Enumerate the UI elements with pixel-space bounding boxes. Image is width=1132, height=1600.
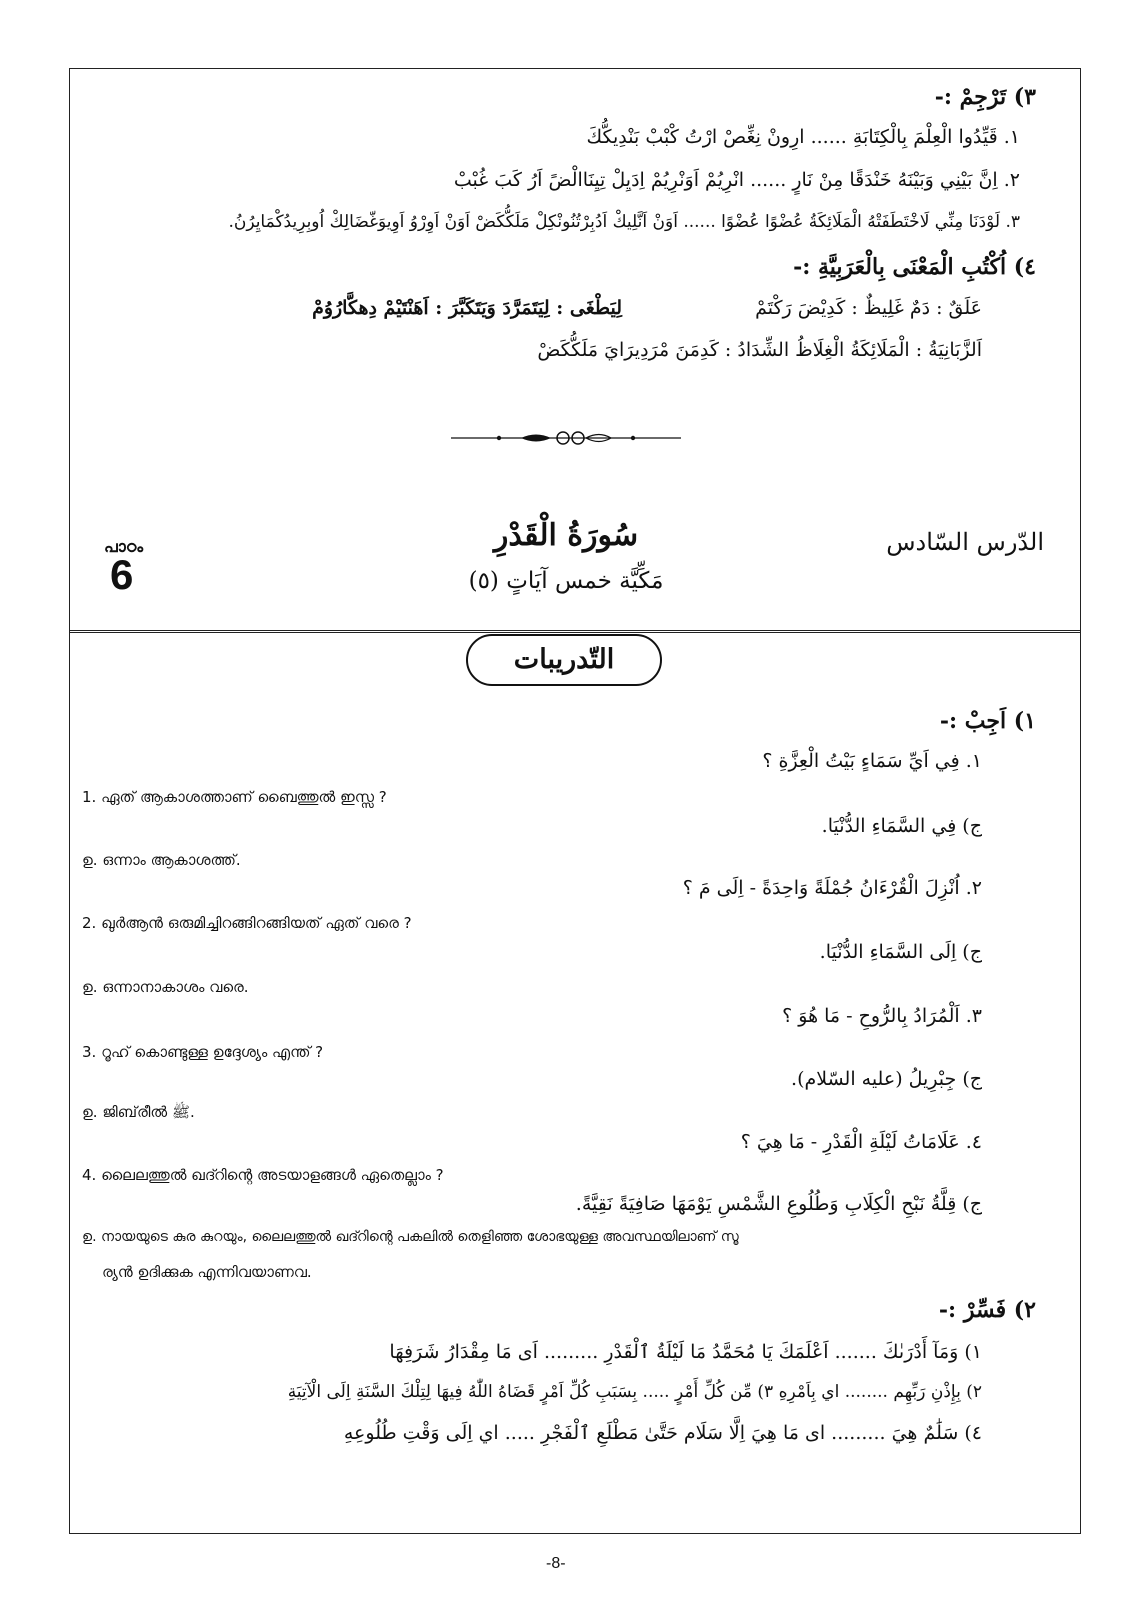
section-divider [69,630,1081,633]
a1-ar: ج) فِي السَّمَاءِ الدُّنْيَا. [821,815,982,837]
q3-ml: 3. റൂഹ് കൊണ്ടുള്ള ഉദ്ദേശ്യം എന്ത് ? [82,1043,324,1061]
tarjim-item-1: ١. قَيِّدُوا الْعِلْمَ بِالْكِتَابَةِ ...... ارِونْ نِغِّصْ ارْتُ كْبْبْ بَنْدِيكُّكَ [586,126,1020,148]
q1-ar: ١. فِي اَيِّ سَمَاءٍ بَيْتُ الْعِزَّةِ ؟ [762,750,982,772]
q2-ar: ٢. اُنْزِلَ الْقُرْءَانُ جُمْلَةً وَاحِدَةً - اِلَى مَ ؟ [682,877,982,899]
uktub-row1-a: عَلَقٌ : دَمٌ غَلِيظٌ : كَدِيْضَ رَكْتَمْ [755,297,982,319]
exercises-heading: التّدريبات [466,634,662,686]
surah-subtitle: مَكِّيَّة خمس آيَاتٍ (٥) [468,568,664,594]
a2-ar: ج) اِلَى السَّمَاءِ الدُّنْيَا. [819,941,982,963]
tarjim-heading: ٣) تَرْجِمْ :- [934,84,1036,110]
lesson-label-ml: പാഠം [104,537,144,556]
page-number: -8- [546,1555,566,1572]
fassir-line-3: ٤) سَلَٰمٌ هِيَ ......... اى مَا هِيَ اِلَّا سَلَام حَتَّىٰ مَطْلَعِ ٱلْفَجْرِ ..... اي اِلَى وَقْتِ طُلُوعِهِ [343,1422,982,1444]
fassir-line-2: ٢) بِإِذْنِ رَبِّهِم ........ اي بِاَمْرِهِ ٣) مِّن كُلِّ أَمْرٍ ..... بِسَبَبِ كُلِّ اَمْرٍ قَضَاهُ اللّٰهُ فِيهَا لِتِلْكَ السَّنَةِ اِلَى الْآتِيَةِ [287,1382,982,1402]
surah-title: سُورَةُ الْقَدْرِ [493,518,639,553]
a4-ml-line1: ഉ. നായയുടെ കുര കുറയും, ലൈലത്തുൽ ഖദ്റിന്റെ പകലിൽ തെളിഞ്ഞ ശോഭയുള്ള അവസ്ഥയിലാണ് സൂ [82,1229,739,1245]
a3-ml: ഉ. ജിബ്‌രീൽ ﷺ. [82,1103,195,1121]
q4-ml: 4. ലൈലത്തുൽ ഖദ്റിന്റെ അടയാളങ്ങൾ ഏതെല്ലാം ? [82,1166,444,1184]
q1-ml: 1. ഏത് ആകാശത്താണ് ബൈത്തുൽ ഇസ്സ ? [82,788,387,806]
a2-ml: ഉ. ഒന്നാനാകാശം വരെ. [82,978,249,996]
tarjim-item-2: ٢. اِنَّ بَيْنِي وَبَيْنَهُ خَنْدَقًا مِنْ نَارٍ ...... انْرِيُمْ اَوَنْرِيُمْ اِدَيِلْ تِيِنَاالْضً اَرُ كَبَ غُبْبْ [453,169,1020,191]
uktub-row1-b: لِيَطْغَى : لِيَتَمَرَّدَ وَيَتَكَبَّرَ : اَهَنْتَيْمْ دِهكَّارُوُمْ [312,297,622,319]
lesson-name: الدّرس السّادس [886,528,1044,556]
q3-ar: ٣. اَلْمُرَادُ بِالرُّوحِ - مَا هُوَ ؟ [782,1005,982,1027]
uktub-row2: اَلزَّبَانِيَةُ : الْمَلَائِكَةُ الْغِلَاظُ الشِّدَادُ : كَدِمَنَ مْرَدِيرَايَ مَلَكُّكَضْ [537,339,982,361]
q2-ml: 2. ഖുർആൻ ഒരുമിച്ചിറങ്ങിറങ്ങിയത് ഏത് വരെ ? [82,914,412,932]
ajib-heading: ١) اَجِبْ :- [939,708,1036,734]
a4-ar: ج) قِلَّةُ نَبْحِ الْكِلَابِ وَطُلُوعِ الشَّمْسِ يَوْمَهَا صَافِيَةً نَقِيَّةً. [575,1193,982,1215]
uktub-heading: ٤) اُكْتُبِ الْمَعْنَى بِالْعَرَبِيَّةِ :- [793,254,1036,280]
a3-ar: ج) جِبْرِيلُ (عليه السّلام). [791,1068,982,1090]
ornament-divider [451,425,681,451]
lesson-number: 6 [110,551,134,598]
tarjim-item-3: ٣. لَوْدَنَا مِنِّي لَاخْتَطَفَتْهُ الْمَلَائِكَةُ عُضْوًا عُضْوًا ...... اَوَنْ اَنَّلِيكْ اَدُبِرْتُنُونْكِلْ مَلَكُّكَضْ اَوَنْ اَوِرْوُ اَوِيوَغّضَالِكْ اُوبِرِيدُكْمَايِرُنُ. [228,212,1020,232]
a4-ml-line2: ര്യൻ ഉദിക്കുക എന്നിവയാണവ. [102,1263,312,1281]
a1-ml: ഉ. ഒന്നാം ആകാശത്ത്. [82,851,241,869]
q4-ar: ٤. عَلَامَاتُ لَيْلَةِ الْقَدْرِ - مَا هِيَ ؟ [740,1131,982,1153]
fassir-heading: ٢) فَسِّرْ :- [938,1297,1036,1323]
fassir-line-1: ١) وَمَآ أَدْرَىٰكَ ....... اَعْلَمَكَ يَا مُحَمَّدُ مَا لَيْلَةُ ٱلْقَدْرِ ......... اَى مَا مِقْدَارُ شَرَفِهَا [389,1341,982,1363]
